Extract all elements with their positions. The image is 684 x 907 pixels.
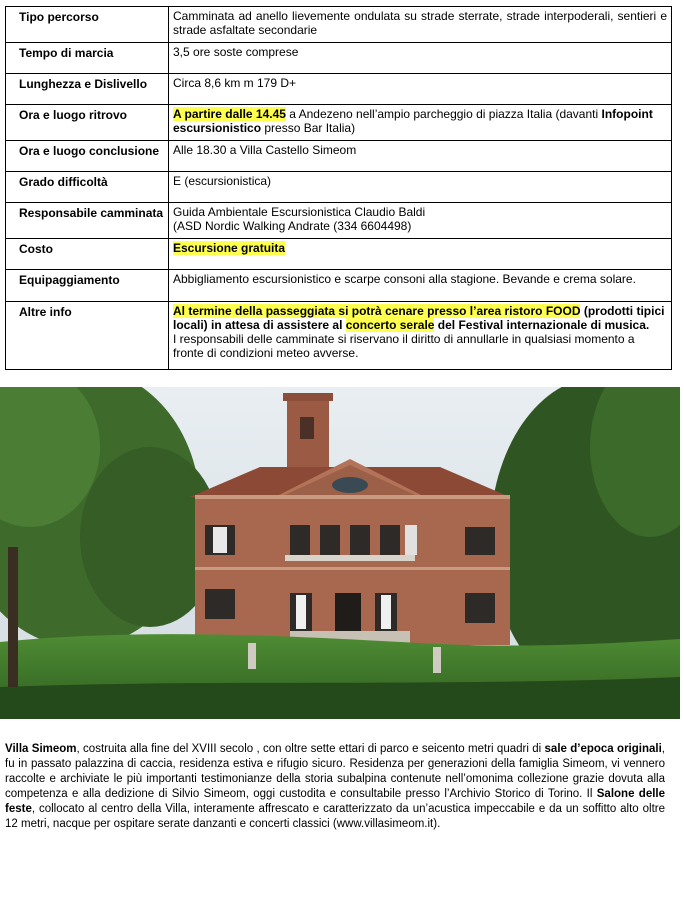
villa-illustration <box>0 387 680 719</box>
table-row <box>6 270 672 302</box>
value-text: I responsabili delle camminate si riservano il diritto di annullarle in qualsiasi momento a fronte di condizioni meteo avverse. <box>173 332 635 360</box>
value-text: a Andezeno nell’ampio parcheggio di piazza Italia (davanti <box>285 107 602 121</box>
row-label: Grado difficoltà <box>6 172 169 203</box>
bold-text: Infopoint escursionistico <box>173 107 653 135</box>
row-label: Lunghezza e Dislivello <box>6 74 169 105</box>
row-label: Equipaggiamento <box>6 270 169 302</box>
bold-text: del Festival internazionale di musica. <box>434 318 650 332</box>
table-row <box>6 203 672 239</box>
description-text: , costruita alla fine del XVIII secolo , con oltre sette ettari di parco e seicento metri quadri di <box>76 743 545 755</box>
value-line: Guida Ambientale Escursionistica Claudio Baldi <box>173 205 426 219</box>
info-table <box>5 6 672 370</box>
table-row <box>6 43 672 74</box>
row-value: E (escursionistica) <box>169 172 672 203</box>
description-text: , fu in passato palazzina di caccia, residenza estiva e rifugio sicuro. Residenza per generazioni della famiglia Simeom, vi vennero raccolte e archiviate le più importanti testimonianze della storia subalpina contenute nell’omonima collezione grazie dovuta alla competenza e alla dedizione di Silvio Simeom, oggi custodita e consultabile presso l’Archivio Storico di Torino. Il <box>5 743 665 800</box>
row-value <box>169 203 672 239</box>
table-row <box>6 74 672 105</box>
villa-description <box>5 742 665 832</box>
description-text: , collocato al centro della Villa, interamente affrescato e caratterizzato da un’acustica impeccabile e da un soffitto alto oltre 12 metri, nacque per ospitare serate danzanti e concerti classici (www.villasimeom.it). <box>5 803 665 830</box>
bold-text: (prodotti tipici locali) in attesa di assistere al <box>173 304 665 332</box>
table-row <box>6 141 672 172</box>
table-row <box>6 7 672 43</box>
villa-photo <box>0 387 680 719</box>
row-value: Circa 8,6 km m 179 D+ <box>169 74 672 105</box>
value-line: (ASD Nordic Walking Andrate (334 6604498) <box>173 219 412 233</box>
row-label: Ora e luogo ritrovo <box>6 105 169 141</box>
highlight-text: Al termine della passeggiata si potrà cenare presso l’area ristoro FOOD <box>173 304 581 318</box>
villa-name: Villa Simeom <box>5 743 77 755</box>
row-value: 3,5 ore soste comprese <box>169 43 672 74</box>
table-row <box>6 239 672 270</box>
row-label: Costo <box>6 239 169 270</box>
value-text: presso Bar Italia) <box>261 121 356 135</box>
table-row <box>6 105 672 141</box>
row-value: Camminata ad anello lievemente ondulata su strade sterrate, strade interpoderali, sentieri e strade asfaltate secondarie <box>169 7 672 43</box>
highlight-text: Escursione gratuita <box>173 241 286 255</box>
row-label: Responsabile camminata <box>6 203 169 239</box>
row-value <box>169 302 672 370</box>
row-value: Abbigliamento escursionistico e scarpe consoni alla stagione. Bevande e crema solare. <box>169 270 672 302</box>
row-value <box>169 105 672 141</box>
bold-text: Salone delle feste <box>5 788 666 815</box>
bold-text: sale d’epoca originali <box>544 743 662 755</box>
row-label: Ora e luogo conclusione <box>6 141 169 172</box>
row-value: Alle 18.30 a Villa Castello Simeom <box>169 141 672 172</box>
row-label: Tempo di marcia <box>6 43 169 74</box>
table-row <box>6 302 672 370</box>
table-row <box>6 172 672 203</box>
highlight-text: concerto serale <box>345 318 435 332</box>
row-value <box>169 239 672 270</box>
row-label: Altre info <box>6 302 169 370</box>
row-label: Tipo percorso <box>6 7 169 43</box>
highlight-text: A partire dalle 14.45 <box>173 107 286 121</box>
